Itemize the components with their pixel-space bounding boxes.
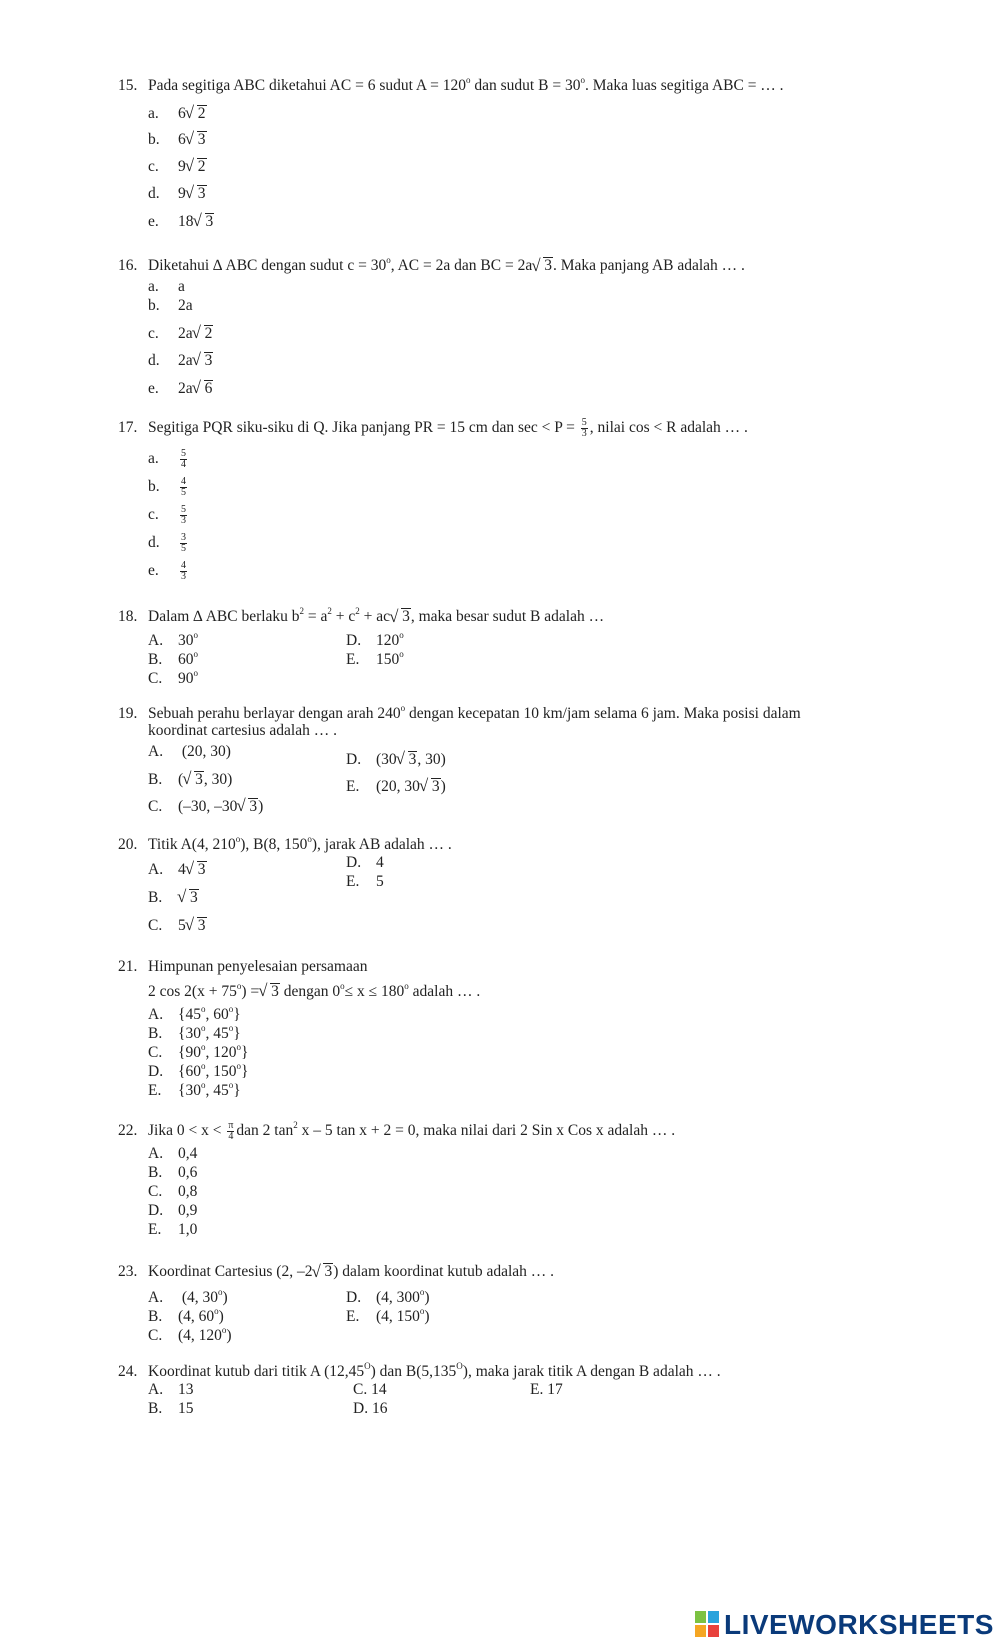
- option-24c[interactable]: C. 14: [353, 1381, 387, 1398]
- option-21e[interactable]: E. {30$^o$, 45$^o$}: [148, 1080, 241, 1099]
- option-16b[interactable]: b. 2a: [148, 297, 193, 314]
- option-18a[interactable]: A. 30$^o$: [148, 630, 198, 649]
- question-16: 16. Diketahui ∆ ABC dengan sudut $c = 30^o$, AC = 2a dan BC = 2a√ 3. Maka panjang AB adalah … .: [118, 255, 745, 275]
- option-21a[interactable]: A. {45$^o$, 60$^o$}: [148, 1004, 241, 1023]
- option-22c[interactable]: C. 0,8: [148, 1183, 198, 1200]
- option-20c[interactable]: C. 5√ 3: [148, 917, 207, 934]
- option-15a[interactable]: a. 6√ 2: [148, 105, 207, 122]
- option-21d[interactable]: D. {60$^o$, 150$^o$}: [148, 1061, 249, 1080]
- option-23b[interactable]: B. (4, 60$^o$): [148, 1306, 224, 1325]
- question-24: 24. Koordinat kutub dari titik A $(12,45^O)$ dan $B(5,135^O)$, maka jarak titik A dengan B adalah … .: [118, 1361, 721, 1380]
- option-16e[interactable]: e. 2a√ 6: [148, 380, 213, 397]
- option-15b[interactable]: b. 6√ 3: [148, 131, 207, 148]
- option-15e[interactable]: e. 18√ 3: [148, 213, 214, 230]
- option-19b[interactable]: B. (√ 3, 30): [148, 771, 232, 788]
- option-16d[interactable]: d. 2a√ 3: [148, 352, 213, 369]
- option-21b[interactable]: B. {30$^o$, 45$^o$}: [148, 1023, 241, 1042]
- option-15c[interactable]: c. 9√ 2: [148, 158, 207, 175]
- option-18b[interactable]: B. 60$^o$: [148, 649, 198, 668]
- option-22d[interactable]: D. 0,9: [148, 1202, 198, 1219]
- option-24d[interactable]: D. 16: [353, 1400, 388, 1417]
- option-18e[interactable]: E. 150$^o$: [346, 649, 404, 668]
- option-23c[interactable]: C. (4, 120$^o$): [148, 1325, 232, 1344]
- question-23: 23. Koordinat Cartesius (2, –2√ 3) dalam koordinat kutub adalah … .: [118, 1263, 554, 1281]
- option-22a[interactable]: A. 0,4: [148, 1145, 198, 1162]
- option-24a[interactable]: A. 13: [148, 1381, 194, 1398]
- option-17d[interactable]: d. $\frac{3}{5}$: [148, 532, 186, 554]
- question-20: 20. Titik A(4, 210$^o$), B(8, 150$^o$), jarak AB adalah … .: [118, 834, 452, 853]
- option-18d[interactable]: D. 120$^o$: [346, 630, 404, 649]
- option-24e[interactable]: E. 17: [530, 1381, 563, 1398]
- option-22e[interactable]: E. 1,0: [148, 1221, 198, 1238]
- option-23e[interactable]: E. (4, 150$^o$): [346, 1306, 430, 1325]
- option-19d[interactable]: D. (30√ 3, 30): [346, 751, 446, 768]
- question-22: 22. Jika 0 < x < $\frac{\pi}{4}$ dan 2 $\tan^2 x - 5$ tan x + 2 = 0, maka nilai dari 2 Sin x Cos x adalah … .: [118, 1119, 676, 1142]
- question-15: 15. Pada segitiga ABC diketahui AC = 6 sudut $A = 120^o$ dan sudut $B = 30^o$. Maka luas segitiga ABC = … .: [118, 75, 784, 94]
- option-18c[interactable]: C. 90$^o$: [148, 668, 198, 687]
- option-23a[interactable]: A. (4, 30$^o$): [148, 1287, 228, 1306]
- question-21-equation: 2 $\cos 2(x + 75^o)$ =√ 3 dengan $0^o\le x \le 180^o$ adalah … .: [148, 982, 480, 1000]
- option-16a[interactable]: a. a: [148, 278, 185, 295]
- question-18: 18. Dalam ∆ ABC berlaku $b^2 = a^2 + c^2 + ac√$ 3, maka besar sudut B adalah …: [118, 606, 604, 626]
- option-19a[interactable]: A. (20, 30): [148, 743, 231, 760]
- option-17c[interactable]: c. $\frac{5}{3}$: [148, 504, 186, 526]
- option-20e[interactable]: E. 5: [346, 873, 384, 890]
- option-17e[interactable]: e. $\frac{4}{3}$: [148, 560, 186, 582]
- option-19e[interactable]: E. (20, 30√ 3): [346, 778, 446, 795]
- option-15d[interactable]: d. 9√ 3: [148, 185, 207, 202]
- option-16c[interactable]: c. 2a√ 2: [148, 325, 213, 342]
- option-24b[interactable]: B. 15: [148, 1400, 194, 1417]
- question-17: 17. Segitiga PQR siku-siku di Q. Jika panjang PR = 15 cm dan sec < P = $\frac{5}{3}$ , nilai cos < R adalah … .: [118, 417, 748, 439]
- liveworksheets-logo[interactable]: LIVEWORKSHEETS: [724, 1609, 994, 1640]
- option-23d[interactable]: D. (4, 300$^o$): [346, 1287, 430, 1306]
- question-19-line2: koordinat cartesius adalah … .: [148, 722, 337, 739]
- option-17a[interactable]: a. $\frac{5}{4}$: [148, 448, 186, 470]
- option-19c[interactable]: C. (–30, –30√ 3): [148, 798, 263, 815]
- option-17b[interactable]: b. $\frac{4}{5}$: [148, 476, 186, 498]
- option-20b[interactable]: B.√ 3: [148, 889, 199, 906]
- option-20a[interactable]: A. 4√ 3: [148, 861, 207, 878]
- question-21: 21. Himpunan penyelesaian persamaan: [118, 958, 368, 975]
- option-22b[interactable]: B. 0,6: [148, 1164, 198, 1181]
- option-20d[interactable]: D. 4: [346, 854, 384, 871]
- option-21c[interactable]: C. {90$^o$, 120$^o$}: [148, 1042, 249, 1061]
- question-number: 15.: [118, 77, 138, 94]
- liveworksheets-logo-icon: [695, 1611, 719, 1637]
- question-19: 19. Sebuah perahu berlayar dengan arah 240$^o$ dengan kecepatan 10 km/jam selama 6 jam. Maka posisi dalam: [118, 703, 801, 722]
